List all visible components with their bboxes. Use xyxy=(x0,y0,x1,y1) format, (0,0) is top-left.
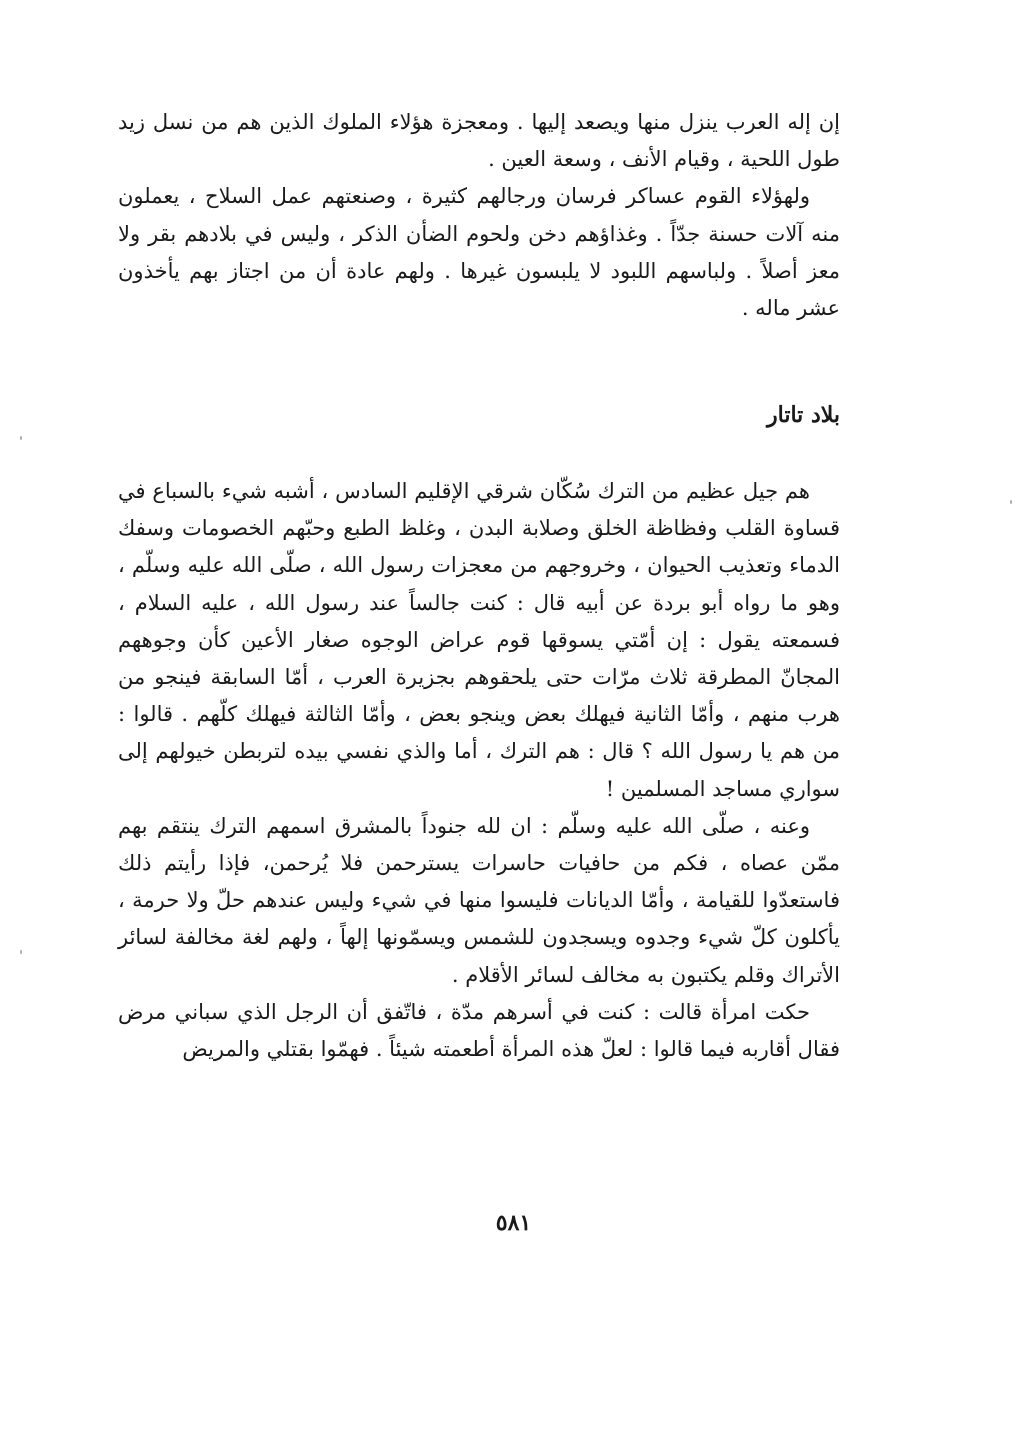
paragraph: هم جيل عظيم من الترك سُكّان شرقي الإقليم السادس ، أشبه شيء بالسباع في قساوة القلب وفظاظة الخلق وصلابة البدن ، وغلظ الطبع وحبّهم الخصومات وسفك الدماء وتعذيب الحيوان ، وخروجهم من معجزات رسول الله ، صلّى الله عليه وسلّم ، وهو ما رواه أبو بردة عن أبيه قال : كنت جالساً عند رسول الله ، عليه السلام ، فسمعته يقول : إن أمّتي يسوقها قوم عراض الوجوه صغار الأعين كأن وجوههم المجانّ المطرقة ثلاث مرّات حتى يلحقوهم بجزيرة العرب ، أمّا السابقة فينجو من هرب منهم ، وأمّا الثانية فيهلك بعض وينجو بعض ، وأمّا الثالثة فيهلك كلّهم . قالوا : من هم يا رسول الله ؟ قال : هم الترك ، أما والذي نفسي بيده لتربطن خيولهم إلى سواري مساجد المسلمين ! xyxy=(118,479,840,801)
paragraph: حكت امرأة قالت : كنت في أسرهم مدّة ، فاتّفق أن الرجل الذي سباني مرض فقال أقاربه فيما قالوا : لعلّ هذه المرأة أطعمته شيئاً . فهمّوا بقتلي والمريض xyxy=(118,999,840,1062)
page-number: ٥٨١ xyxy=(495,1210,532,1236)
paragraph: إن إله العرب ينزل منها ويصعد إليها . ومعجزة هؤلاء الملوك الذين هم من نسل زيد طول اللحية ، وقيام الأنف ، وسعة العين . xyxy=(118,110,840,172)
paragraph: ولهؤلاء القوم عساكر فرسان ورجالهم كثيرة ، وصنعتهم عمل السلاح ، يعملون منه آلات حسنة جدّاً . وغذاؤهم دخن ولحوم الضأن الذكر ، وليس في بلادهم بقر ولا معز أصلاً . ولباسهم اللبود لا يلبسون غيرها . ولهم عادة أن من اجتاز بهم يأخذون عشر ماله . xyxy=(118,184,840,321)
section-text-block xyxy=(118,473,840,1068)
scan-speck xyxy=(20,436,22,440)
opening-text-block xyxy=(118,104,840,327)
scan-speck xyxy=(1010,500,1012,504)
section-heading: بلاد تاتار xyxy=(767,402,840,428)
paragraph: وعنه ، صلّى الله عليه وسلّم : ان لله جنوداً بالمشرق اسمهم الترك ينتقم بهم ممّن عصاه ، فكم من حافيات حاسرات يسترحمن فلا يُرحمن، فإذا رأيتم ذلك فاستعدّوا للقيامة ، وأمّا الديانات فليسوا منها في شيء وليس عندهم حلّ ولا حرمة ، يأكلون كلّ شيء وجدوه ويسجدون للشمس ويسمّونها إلهاً ، ولهم لغة مخالفة لسائر الأتراك وقلم يكتبون به مخالف لسائر الأقلام . xyxy=(118,813,840,987)
scan-speck xyxy=(20,950,22,954)
